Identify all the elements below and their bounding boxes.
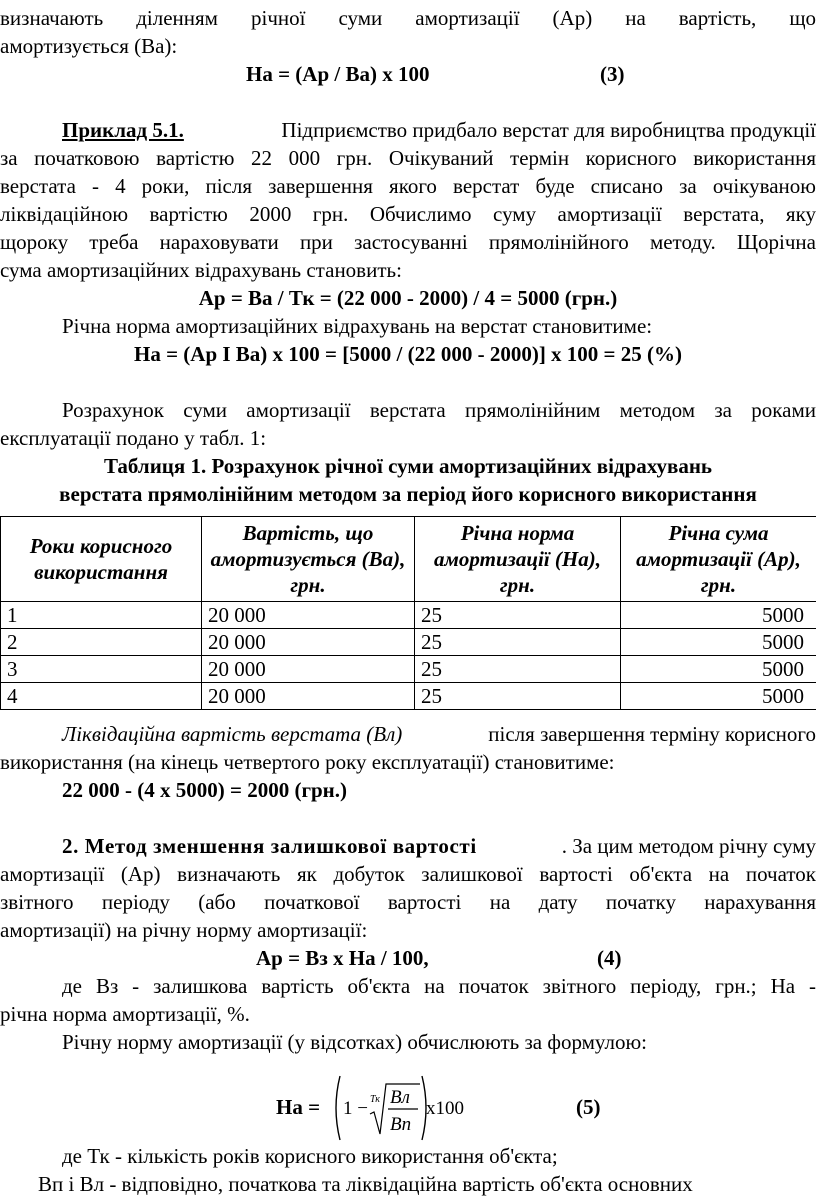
cell-year: 3 <box>1 656 202 683</box>
liquidation-rest: після завершення терміну корисного <box>488 722 816 746</box>
norm-formula-text: Річну норму амортизації (у відсотках) обчислюють за формулою: <box>62 1030 648 1054</box>
cell-year: 4 <box>1 683 202 710</box>
formula-5-numerator: Вл <box>390 1087 410 1108</box>
liquidation-italic: Ліквідаційна вартість верстата (Вл) <box>62 722 403 746</box>
formula-4: Ар = Вз х На / 100, <box>256 946 429 970</box>
formula-3-number: (3) <box>600 62 625 86</box>
example-line-2: за початковою вартістю 22 000 грн. Очікуваний термін корисного використання <box>0 146 816 170</box>
formula-5-expression <box>330 1072 470 1144</box>
where1-line-1: де Вз - залишкова вартість об'єкта на початок звітного періоду, грн.; На - <box>62 974 816 998</box>
formula-ap: Ар = Ва / Тк = (22 000 - 2000) / 4 = 5000 (грн.) <box>198 286 618 310</box>
example-line-6: сума амортизаційних відрахувань становить: <box>0 258 402 282</box>
table-title-line-1: Таблиця 1. Розрахунок річної суми амортизаційних відрахувань <box>103 454 713 478</box>
example-first-line <box>62 116 816 144</box>
example-line-1: Підприємство придбало верстат для виробництва продукції <box>281 118 816 142</box>
where2-line-1: де Тк - кількість років корисного використання об'єкта; <box>62 1144 558 1168</box>
header-years: Роки корисного використання <box>1 517 202 602</box>
calc-line-1: Розрахунок суми амортизації верстата прямолінійним методом за роками <box>62 398 816 422</box>
formula-3: На = (Ар / Ва) х 100 <box>246 62 430 86</box>
cell-rate: 25 <box>415 683 621 710</box>
cell-amount: 5000 <box>621 629 816 656</box>
cell-amount: 5000 <box>621 683 816 710</box>
calc-line-2: експлуатації подано у табл. 1: <box>0 426 267 450</box>
liquidation-formula: 22 000 - (4 х 5000) = 2000 (грн.) <box>62 778 347 802</box>
method2-heading: 2. Метод зменшення залишкової вартості <box>62 834 477 858</box>
cell-cost: 20 000 <box>202 656 415 683</box>
intro-line-2: амортизується (Ва): <box>0 34 178 58</box>
table-row <box>1 602 816 629</box>
formula-5-tail: х100 <box>426 1098 464 1119</box>
method2-line-4: амортизації) на річну норму амортизації: <box>0 918 368 942</box>
method2-line-3: звітного періоду (або початкової вартості на дату початку нарахування <box>0 890 816 914</box>
formula-5-denominator: Вп <box>390 1114 412 1135</box>
where1-line-2: річна норма амортизації, %. <box>0 1002 250 1026</box>
example-line-4: ліквідаційною вартістю 2000 грн. Обчислимо суму амортизації верстата, яку <box>0 202 816 226</box>
example-line-5: щороку треба нараховувати при застосуванні прямолінійного методу. Щорічна <box>0 230 816 254</box>
cell-rate: 25 <box>415 602 621 629</box>
cell-amount: 5000 <box>621 602 816 629</box>
method2-line-2: амортизації (Ар) визначають як добуток залишкової вартості об'єкта на початок <box>0 862 816 886</box>
table-row <box>1 629 816 656</box>
cell-rate: 25 <box>415 656 621 683</box>
table-row <box>1 656 816 683</box>
amortization-table <box>0 516 816 710</box>
liquidation-line-2: використання (на кінець четвертого року експлуатації) становитиме: <box>0 750 615 774</box>
formula-4-number: (4) <box>597 946 622 970</box>
cell-cost: 20 000 <box>202 602 415 629</box>
formula-5-root-index: Тк <box>370 1094 380 1105</box>
intro-line-1: визначають діленням річної суми амортизації (Ар) на вартість, що <box>0 6 816 30</box>
cell-cost: 20 000 <box>202 683 415 710</box>
method2-line-1-rest: . За цим методом річну суму <box>561 834 816 858</box>
header-depreciable-cost: Вартість, що амортизується (Ва), грн. <box>202 517 415 602</box>
norm-text: Річна норма амортизаційних відрахувань на верстат становитиме: <box>62 314 653 338</box>
table-row <box>1 683 816 710</box>
example-heading: Приклад 5.1. <box>62 118 184 142</box>
method2-line-1 <box>62 832 816 860</box>
where2-line-2: Вп і Вл - відповідно, початкова та ліквідаційна вартість об'єкта основних <box>38 1172 693 1196</box>
example-line-3: верстата - 4 роки, після завершення якого верстат буде списано за очікуваною <box>0 174 816 198</box>
cell-rate: 25 <box>415 629 621 656</box>
cell-cost: 20 000 <box>202 629 415 656</box>
table-title-line-2: верстата прямолінійним методом за період його корисного використання <box>59 482 757 506</box>
liquidation-line-1 <box>62 720 816 748</box>
cell-amount: 5000 <box>621 656 816 683</box>
formula-5-lhs: На = <box>276 1095 321 1119</box>
formula-na: На = (Ар І Ва) х 100 = [5000 / (22 000 - 2000)] х 100 = 25 (%) <box>133 342 683 366</box>
formula-5-one-minus: 1 − <box>343 1098 368 1119</box>
header-annual-rate: Річна норма амортизації (На), грн. <box>415 517 621 602</box>
cell-year: 1 <box>1 602 202 629</box>
cell-year: 2 <box>1 629 202 656</box>
formula-5-number: (5) <box>576 1095 601 1119</box>
header-annual-amount: Річна сума амортизації (Ар), грн. <box>621 517 816 602</box>
table-header-row <box>1 517 816 602</box>
